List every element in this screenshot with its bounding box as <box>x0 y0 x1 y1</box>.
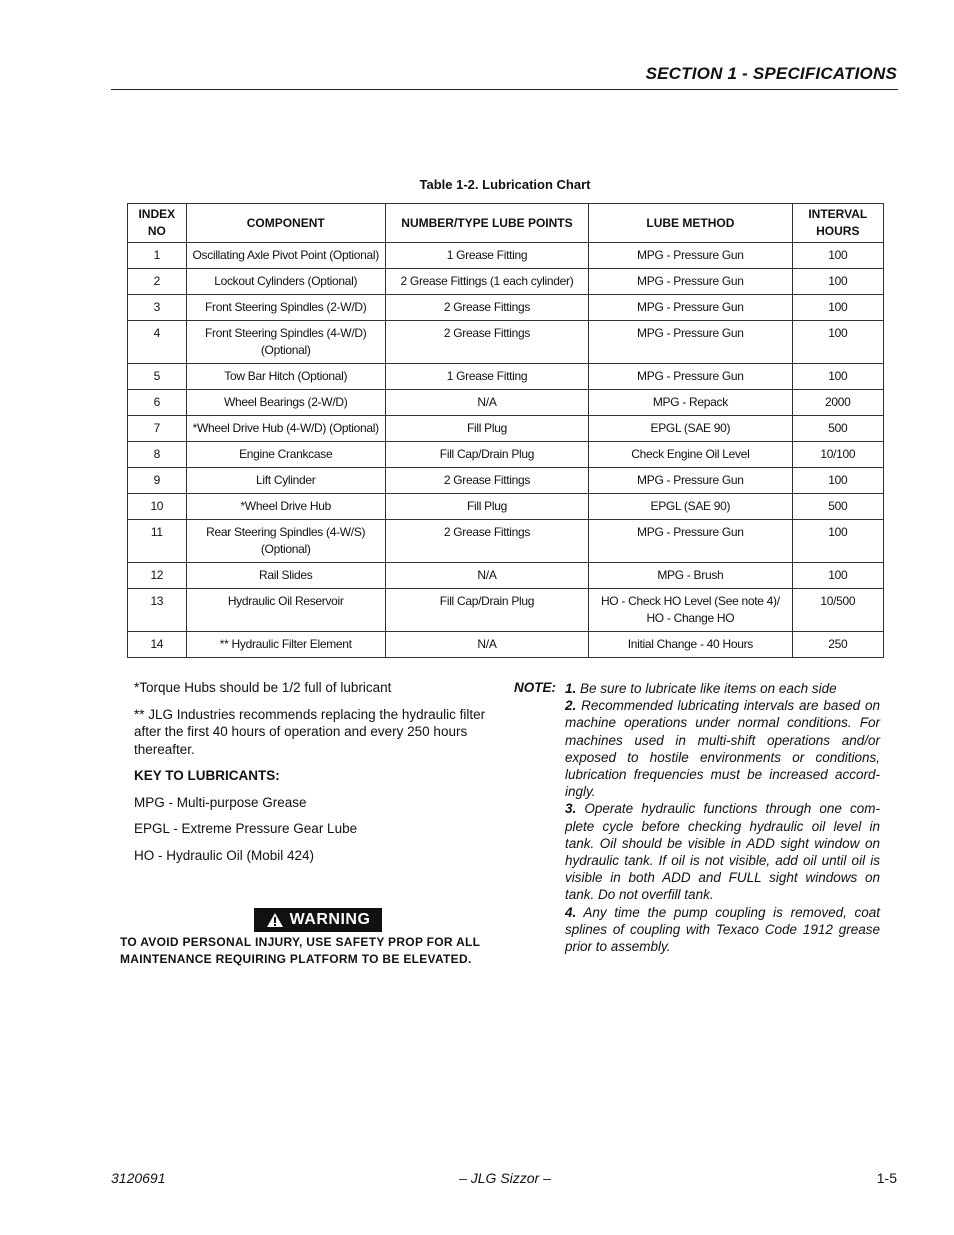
key-item-ho: HO - Hydraulic Oil (Mobil 424) <box>134 847 315 863</box>
cell-component: ** Hydraulic Filter Element <box>186 632 385 658</box>
lubrication-chart-table <box>127 203 884 658</box>
header-index-no: INDEX NO <box>128 204 187 243</box>
cell-lube-method: Initial Change - 40 Hours <box>589 632 792 658</box>
lubricant-notes <box>134 679 487 873</box>
cell-interval: 10/100 <box>792 442 883 468</box>
cell-component: Tow Bar Hitch (Optional) <box>186 364 385 390</box>
cell-interval: 100 <box>792 563 883 589</box>
warning-triangle-icon <box>266 912 284 928</box>
table-row <box>128 632 884 658</box>
note-item <box>565 680 880 697</box>
cell-component: Front Steering Spindles (2-W/D) <box>186 295 385 321</box>
table-row <box>128 364 884 390</box>
cell-interval: 10/500 <box>792 589 883 632</box>
table-row <box>128 243 884 269</box>
note-number: 1. <box>565 681 577 696</box>
cell-lube-method: EPGL (SAE 90) <box>589 494 792 520</box>
cell-index: 6 <box>128 390 187 416</box>
note-item <box>565 904 880 956</box>
note-item <box>565 697 880 800</box>
note-text: Recommended lubricating intervals are based on machine operations under normal conditions. For machines used in multi-shift operations and/or exposed to hostile environments or conditions, lubrication frequencies must be increased accord-ingly. <box>565 698 880 800</box>
cell-index: 14 <box>128 632 187 658</box>
cell-component: Front Steering Spindles (4-W/D) (Optional) <box>186 321 385 364</box>
table-row <box>128 442 884 468</box>
cell-lube-method: Check Engine Oil Level <box>589 442 792 468</box>
key-to-lubricants-title: KEY TO LUBRICANTS: <box>134 768 280 783</box>
warning-badge <box>254 908 382 932</box>
cell-lube-points: N/A <box>385 632 588 658</box>
table-row <box>128 321 884 364</box>
table-row <box>128 269 884 295</box>
cell-interval: 500 <box>792 416 883 442</box>
header-lube-points: NUMBER/TYPE LUBE POINTS <box>385 204 588 243</box>
cell-lube-method: HO - Check HO Level (See note 4)/ HO - Change HO <box>589 589 792 632</box>
cell-lube-points: Fill Cap/Drain Plug <box>385 589 588 632</box>
cell-interval: 100 <box>792 295 883 321</box>
cell-interval: 500 <box>792 494 883 520</box>
cell-component: Lift Cylinder <box>186 468 385 494</box>
table-row <box>128 416 884 442</box>
cell-interval: 250 <box>792 632 883 658</box>
note-label: NOTE: <box>514 680 556 695</box>
cell-component: Rear Steering Spindles (4-W/S) (Optional) <box>186 520 385 563</box>
table-header-row <box>128 204 884 243</box>
cell-index: 10 <box>128 494 187 520</box>
cell-component: *Wheel Drive Hub <box>186 494 385 520</box>
cell-component: Engine Crankcase <box>186 442 385 468</box>
cell-lube-points: Fill Plug <box>385 494 588 520</box>
footer-doc-number: 3120691 <box>111 1170 166 1186</box>
note-text: Be sure to lubricate like items on each side <box>580 681 837 696</box>
note-item <box>565 800 880 903</box>
cell-lube-points: Fill Cap/Drain Plug <box>385 442 588 468</box>
cell-index: 7 <box>128 416 187 442</box>
header-component: COMPONENT <box>186 204 385 243</box>
key-item-epgl: EPGL - Extreme Pressure Gear Lube <box>134 821 358 836</box>
cell-interval: 100 <box>792 269 883 295</box>
table-row <box>128 563 884 589</box>
cell-interval: 100 <box>792 364 883 390</box>
cell-lube-points: 2 Grease Fittings (1 each cylinder) <box>385 269 588 295</box>
table-row <box>128 390 884 416</box>
warning-text: TO AVOID PERSONAL INJURY, USE SAFETY PROP FOR ALL MAINTENANCE REQUIRING PLATFORM TO BE ELEVATED. <box>120 935 481 966</box>
cell-index: 4 <box>128 321 187 364</box>
footer-title: – JLG Sizzor – <box>459 1170 551 1186</box>
table-row <box>128 589 884 632</box>
cell-interval: 100 <box>792 321 883 364</box>
cell-component: *Wheel Drive Hub (4-W/D) (Optional) <box>186 416 385 442</box>
notes-list <box>565 680 880 955</box>
cell-lube-points: 2 Grease Fittings <box>385 520 588 563</box>
note-text: Operate hydraulic functions through one com-plete cycle before checking hydraulic oil level in tank. Oil should be visible in ADD sight window on hydraulic tank. If oil is not visible, add oil until oil is visible in both ADD and FULL sight windows on tank. Do not overfill tank. <box>565 801 880 903</box>
cell-interval: 100 <box>792 468 883 494</box>
cell-lube-points: 1 Grease Fitting <box>385 243 588 269</box>
cell-lube-points: 2 Grease Fittings <box>385 321 588 364</box>
cell-interval: 100 <box>792 243 883 269</box>
cell-lube-method: MPG - Pressure Gun <box>589 468 792 494</box>
note-number: 2. <box>565 698 577 714</box>
cell-lube-method: EPGL (SAE 90) <box>589 416 792 442</box>
cell-lube-method: MPG - Pressure Gun <box>589 364 792 390</box>
cell-lube-points: 2 Grease Fittings <box>385 295 588 321</box>
cell-lube-method: MPG - Repack <box>589 390 792 416</box>
cell-lube-method: MPG - Pressure Gun <box>589 243 792 269</box>
table-body <box>128 243 884 658</box>
cell-lube-method: MPG - Pressure Gun <box>589 295 792 321</box>
table-row <box>128 295 884 321</box>
footer-page-number: 1-5 <box>876 1170 897 1186</box>
cell-lube-points: N/A <box>385 563 588 589</box>
cell-lube-method: MPG - Pressure Gun <box>589 269 792 295</box>
table-row <box>128 468 884 494</box>
filter-note: ** JLG Industries recommends replacing the hydraulic filter after the first 40 hours of operation and every 250 hours thereafter. <box>134 706 486 757</box>
table-row <box>128 494 884 520</box>
cell-component: Hydraulic Oil Reservoir <box>186 589 385 632</box>
cell-index: 8 <box>128 442 187 468</box>
cell-lube-points: 1 Grease Fitting <box>385 364 588 390</box>
cell-lube-points: 2 Grease Fittings <box>385 468 588 494</box>
table-caption: Table 1-2. Lubrication Chart <box>419 177 591 192</box>
cell-index: 5 <box>128 364 187 390</box>
torque-hub-note: *Torque Hubs should be 1/2 full of lubricant <box>134 680 392 695</box>
header-lube-method: LUBE METHOD <box>589 204 792 243</box>
header-interval-hours: INTERVAL HOURS <box>792 204 883 243</box>
cell-lube-points: Fill Plug <box>385 416 588 442</box>
cell-index: 3 <box>128 295 187 321</box>
cell-index: 12 <box>128 563 187 589</box>
cell-lube-points: N/A <box>385 390 588 416</box>
cell-lube-method: MPG - Pressure Gun <box>589 520 792 563</box>
cell-index: 2 <box>128 269 187 295</box>
cell-interval: 100 <box>792 520 883 563</box>
cell-index: 1 <box>128 243 187 269</box>
note-text: Any time the pump coupling is removed, coat splines of coupling with Texaco Code 1912 grease prior to assembly. <box>565 904 881 955</box>
key-item-mpg: MPG - Multi-purpose Grease <box>134 794 307 810</box>
note-number: 4. <box>565 904 577 920</box>
cell-index: 9 <box>128 468 187 494</box>
cell-component: Rail Slides <box>186 563 385 589</box>
cell-lube-method: MPG - Brush <box>589 563 792 589</box>
cell-interval: 2000 <box>792 390 883 416</box>
note-number: 3. <box>565 801 577 817</box>
cell-component: Lockout Cylinders (Optional) <box>186 269 385 295</box>
cell-lube-method: MPG - Pressure Gun <box>589 321 792 364</box>
cell-index: 11 <box>128 520 187 563</box>
cell-index: 13 <box>128 589 187 632</box>
cell-component: Oscillating Axle Pivot Point (Optional) <box>186 243 385 269</box>
header-rule <box>111 89 898 90</box>
table-row <box>128 520 884 563</box>
warning-label: WARNING <box>289 911 371 928</box>
cell-component: Wheel Bearings (2-W/D) <box>186 390 385 416</box>
section-title: SECTION 1 - SPECIFICATIONS <box>645 64 897 83</box>
